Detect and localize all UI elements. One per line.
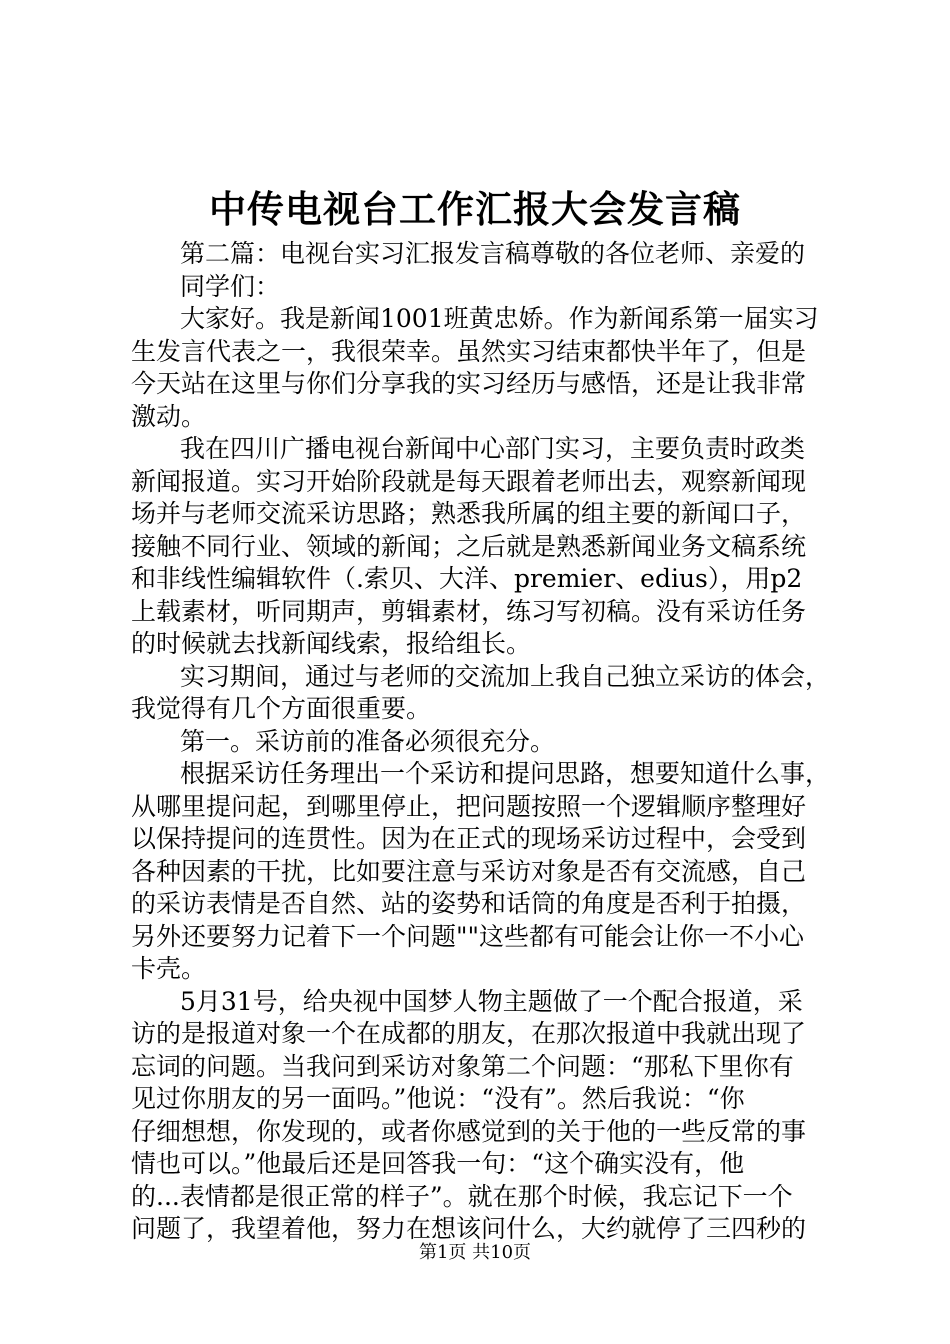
text-line: 上载素材，听同期声，剪辑素材，练习写初稿。没有采访任务	[131, 596, 807, 626]
text-line: 实习期间，通过与老师的交流加上我自己独立采访的体会，	[180, 661, 831, 691]
text-line: 以保持提问的连贯性。因为在正式的现场采访过程中，会受到	[131, 824, 807, 853]
document-title: 中传电视台工作汇报大会发言稿	[209, 187, 741, 231]
text-line: 第一。采访前的准备必须很充分。	[180, 726, 556, 756]
text-line: 情也可以。”他最后还是回答我一句：“这个确实没有，他	[131, 1149, 745, 1178]
text-line: 忘词的问题。当我问到采访对象第二个问题：“那私下里你有	[131, 1051, 794, 1081]
text-line: 我在四川广播电视台新闻中心部门实习，主要负责时政类	[180, 434, 806, 463]
text-line: 第二篇：电视台实习汇报发言稿尊敬的各位老师、亲爱的	[180, 239, 806, 268]
text-line: 同学们：	[180, 271, 281, 301]
text-line: 的采访表情是否自然、站的姿势和话筒的角度是否利于拍摄，	[131, 889, 807, 918]
text-line: 从哪里提问起，到哪里停止，把问题按照一个逻辑顺序整理好	[131, 791, 807, 821]
document-body	[131, 238, 831, 1246]
text-line: 问题了，我望着他，努力在想该问什么，大约就停了三四秒的	[131, 1214, 807, 1243]
text-line: 新闻报道。实习开始阶段就是每天跟着老师出去，观察新闻现	[131, 466, 807, 496]
text-line: 大家好。我是新闻1001班黄忠娇。作为新闻系第一届实习	[180, 304, 819, 333]
text-line: 卡壳。	[131, 954, 207, 983]
text-line: 5月31号，给央视中国梦人物主题做了一个配合报道，采	[180, 986, 803, 1016]
text-line: 各种因素的干扰，比如要注意与采访对象是否有交流感，自己	[131, 856, 807, 886]
text-line: 的时候就去找新闻线索，报给组长。	[131, 629, 532, 658]
text-line: 根据采访任务理出一个采访和提问思路，想要知道什么事，	[180, 759, 831, 788]
text-line: 今天站在这里与你们分享我的实习经历与感悟，还是让我非常	[131, 369, 807, 398]
page-footer: 第1页 共10页	[418, 1242, 532, 1263]
text-line: 的...表情都是很正常的样子”。就在那个时候，我忘记下一个	[131, 1181, 793, 1211]
text-line: 和非线性编辑软件（.索贝、大洋、premier、edius），用p2	[131, 564, 803, 593]
text-line: 访的是报道对象一个在成都的朋友，在那次报道中我就出现了	[131, 1019, 807, 1048]
text-line: 接触不同行业、领域的新闻；之后就是熟悉新闻业务文稿系统	[131, 531, 807, 561]
text-line: 见过你朋友的另一面吗。”他说：“没有”。然后我说：“你	[131, 1084, 745, 1113]
text-line: 仔细想想，你发现的，或者你感觉到的关于他的一些反常的事	[131, 1116, 807, 1146]
text-line: 我觉得有几个方面很重要。	[131, 694, 432, 723]
text-line: 生发言代表之一，我很荣幸。虽然实习结束都快半年了，但是	[131, 336, 807, 366]
text-line: 激动。	[131, 401, 207, 431]
text-line: 场并与老师交流采访思路；熟悉我所属的组主要的新闻口子，	[131, 499, 807, 528]
text-line: 另外还要努力记着下一个问题""这些都有可能会让你一不小心	[131, 921, 805, 951]
